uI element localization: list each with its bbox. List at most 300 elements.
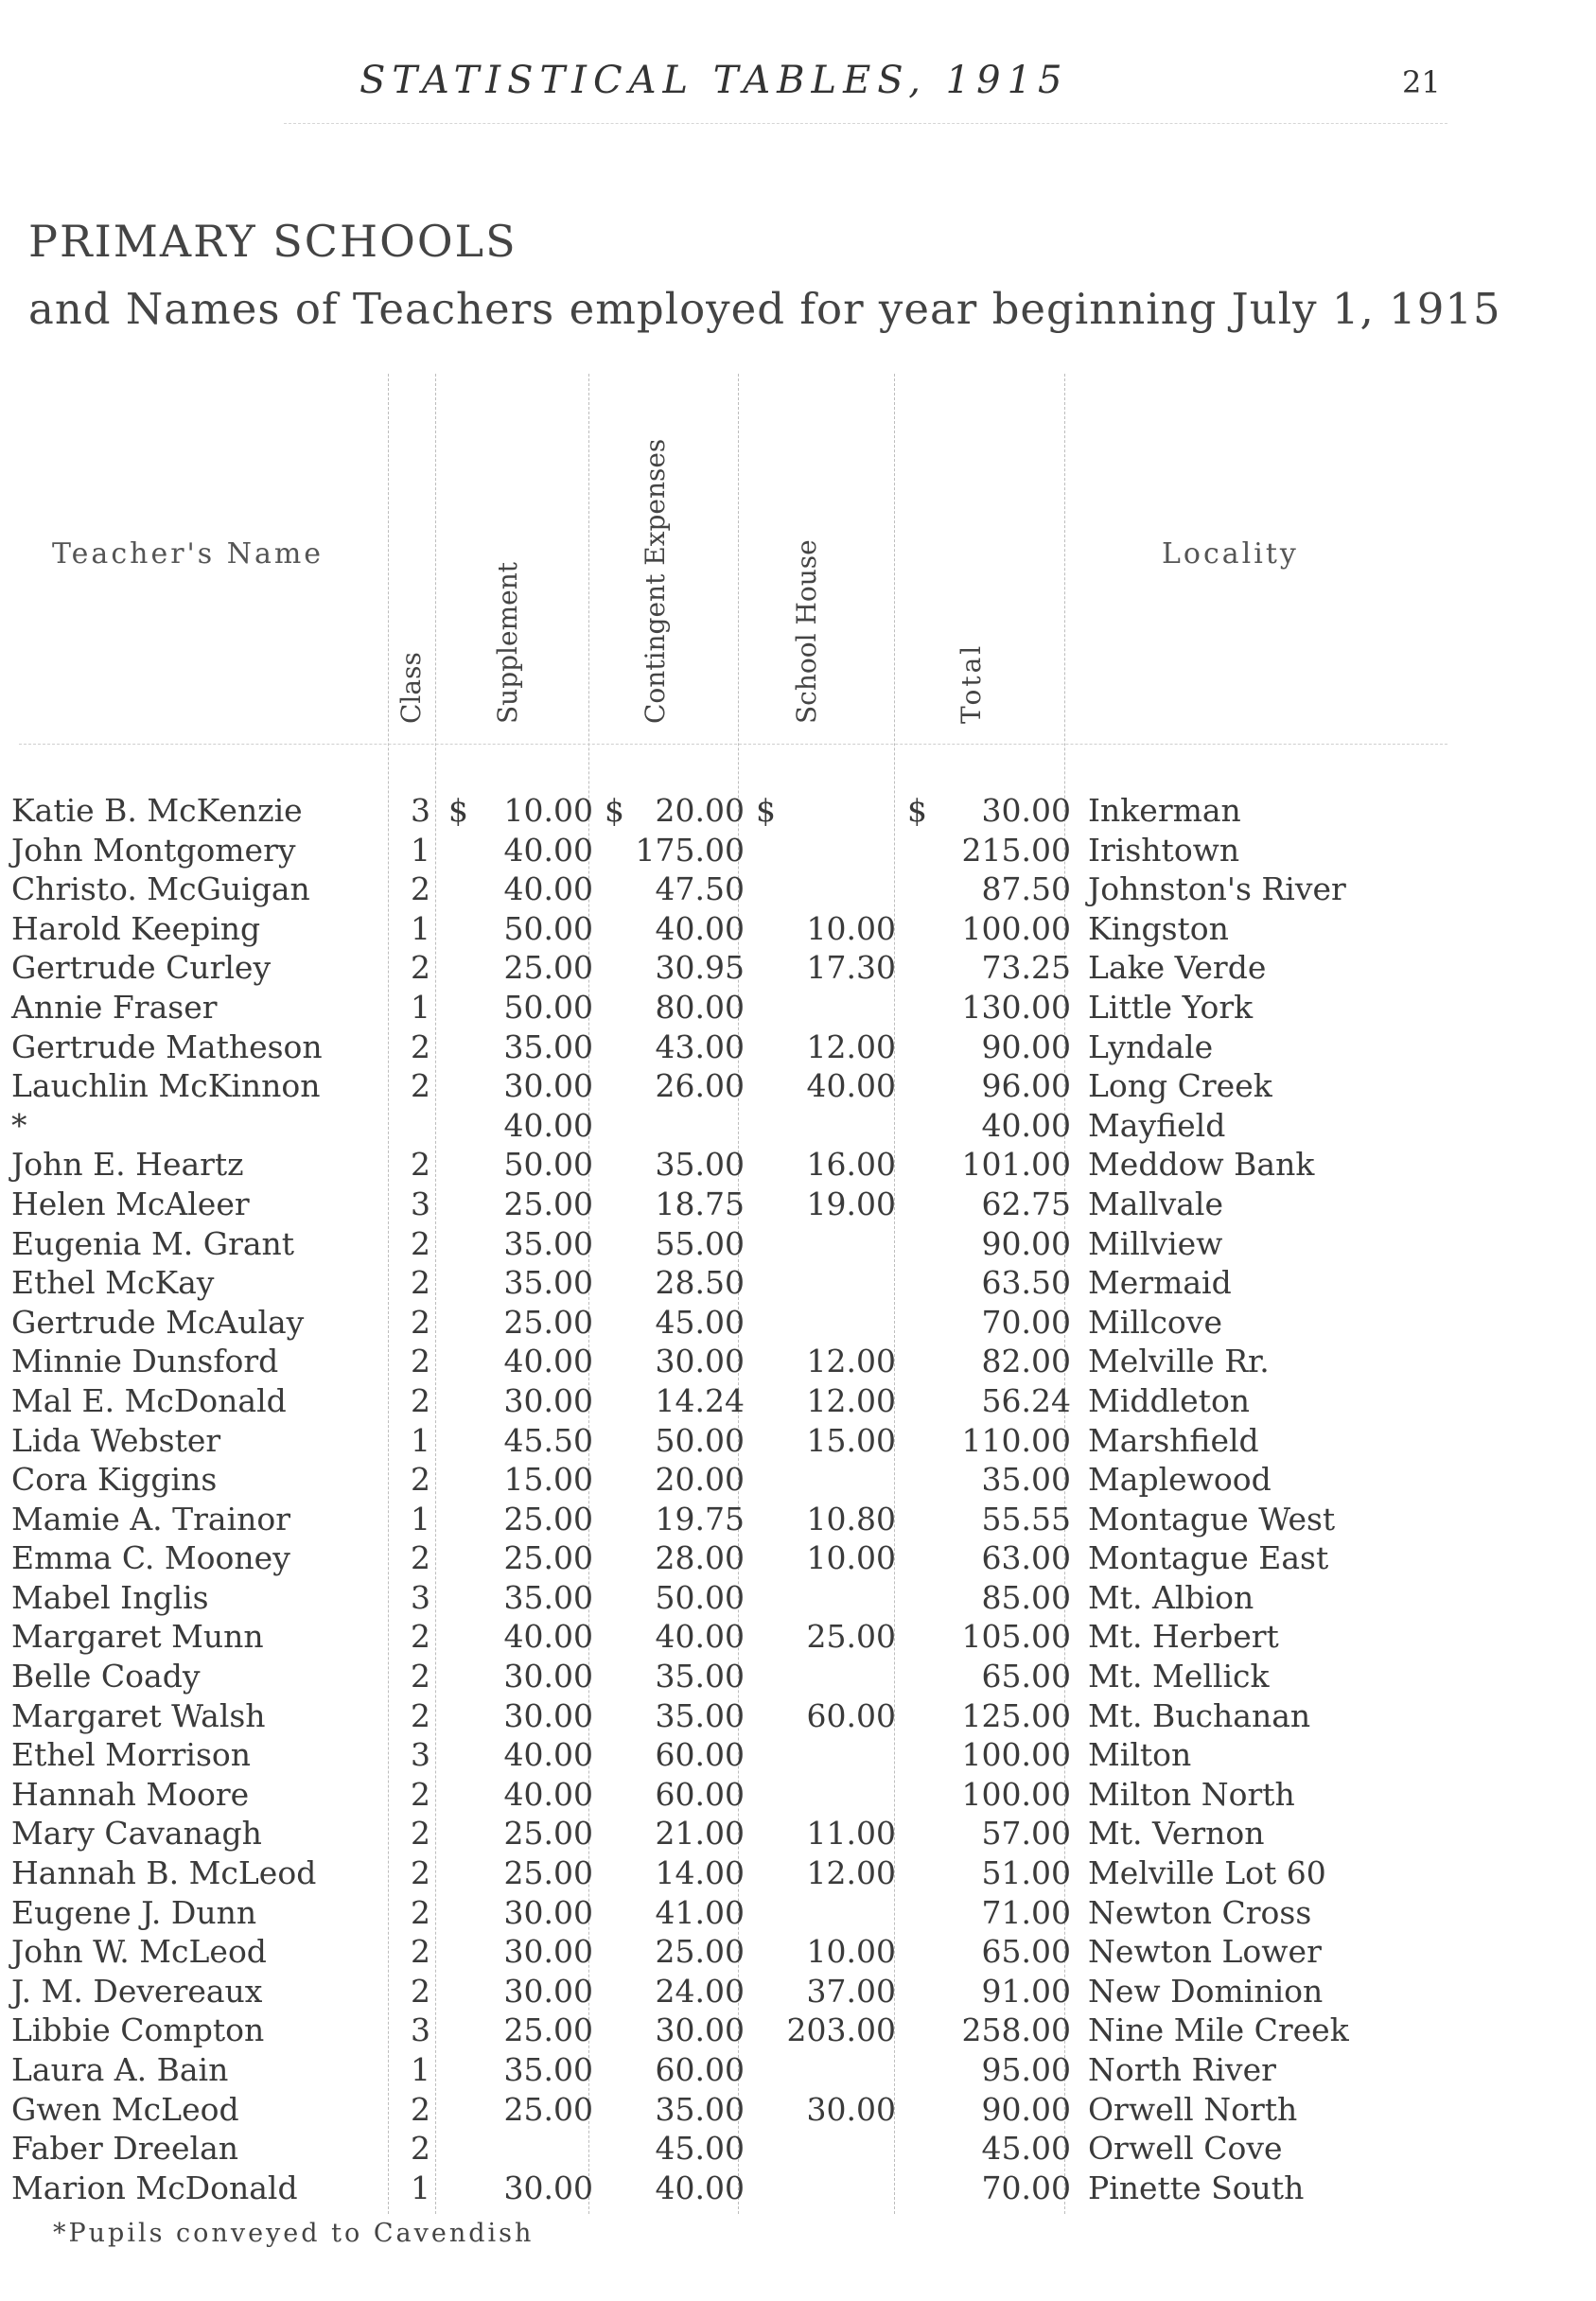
contingent-cell-currency [603, 1145, 605, 1185]
school-house-cell-currency [754, 1185, 756, 1224]
supplement-cell-value: 25.00 [503, 1303, 593, 1341]
supplement-cell-value: 25.00 [503, 1539, 593, 1577]
teacher-name: Gertrude Curley [11, 949, 272, 987]
supplement-cell-currency [447, 1617, 448, 1657]
locality-cell: Mt. Buchanan [1088, 1696, 1311, 1734]
header-total: Total [956, 642, 987, 724]
school-house-cell [754, 2050, 905, 2090]
contingent-cell [603, 1381, 754, 1421]
total-cell-currency [905, 1578, 907, 1618]
total-cell-value: 73.25 [981, 949, 1071, 987]
contingent-cell [603, 1578, 754, 1618]
teacher-name: Minnie Dunsford [11, 1343, 279, 1380]
contingent-cell-value: 35.00 [655, 1146, 745, 1184]
supplement-cell-value: 50.00 [503, 909, 593, 947]
locality-cell: Mayfield [1088, 1106, 1226, 1144]
school-house-cell [754, 1657, 905, 1696]
contingent-cell-currency [603, 1893, 605, 1933]
school-house-cell [754, 1932, 905, 1972]
total-cell-currency [905, 1500, 907, 1539]
school-house-cell [754, 909, 905, 949]
footnote: *Pupils conveyed to Cavendish [53, 2219, 535, 2248]
contingent-cell [603, 1972, 754, 2011]
supplement-cell-value: 45.50 [503, 1421, 593, 1459]
contingent-cell-value: 35.00 [655, 2090, 745, 2128]
total-cell-value: 30.00 [981, 792, 1071, 829]
school-house-cell-value: 12.00 [806, 1343, 896, 1380]
supplement-cell-currency [447, 1185, 448, 1224]
teacher-name: Laura A. Bain [11, 2051, 229, 2088]
table-row [0, 1303, 1495, 1343]
locality-cell: Orwell Cove [1088, 2130, 1283, 2168]
class-cell: 2 [411, 1618, 430, 1656]
supplement-cell-value: 30.00 [503, 1658, 593, 1695]
total-cell-value: 55.55 [981, 1500, 1071, 1537]
locality-cell: Milton North [1088, 1775, 1295, 1813]
school-house-cell [754, 1224, 905, 1264]
total-cell-currency [905, 1028, 907, 1067]
school-house-cell [754, 1303, 905, 1343]
class-cell: 1 [411, 909, 430, 947]
supplement-cell [447, 1853, 603, 1893]
total-cell-currency [905, 1342, 907, 1381]
school-house-cell-currency [754, 1381, 756, 1421]
locality-cell: New Dominion [1088, 1972, 1324, 2010]
supplement-cell [447, 2129, 603, 2169]
class-cell: 3 [411, 1578, 430, 1616]
total-cell [905, 869, 1080, 909]
supplement-cell-currency [447, 1735, 448, 1775]
total-cell [905, 1185, 1080, 1224]
supplement-cell-value: 30.00 [503, 1696, 593, 1734]
school-house-cell [754, 1696, 905, 1736]
contingent-cell-value: 20.00 [655, 1461, 745, 1499]
locality-cell: Long Creek [1088, 1067, 1272, 1105]
contingent-cell [603, 1657, 754, 1696]
total-cell-currency [905, 1775, 907, 1815]
supplement-cell-currency [447, 1106, 448, 1146]
total-cell-currency [905, 1145, 907, 1185]
supplement-cell [447, 1263, 603, 1303]
supplement-cell [447, 1066, 603, 1106]
head-rule [284, 123, 1447, 124]
contingent-cell-currency [603, 1185, 605, 1224]
contingent-cell-currency [603, 2090, 605, 2130]
supplement-cell-value: 30.00 [503, 1972, 593, 2010]
header-rule [19, 744, 1447, 745]
contingent-cell-value: 80.00 [655, 988, 745, 1026]
supplement-cell-currency [447, 1578, 448, 1618]
table-row [0, 1893, 1495, 1933]
total-cell-value: 85.00 [981, 1578, 1071, 1616]
table-row [0, 1028, 1495, 1067]
supplement-cell-currency [447, 831, 448, 870]
teacher-name: John Montgomery [11, 831, 296, 869]
table-row [0, 1578, 1495, 1618]
class-cell: 2 [411, 1893, 430, 1931]
class-cell: 1 [411, 988, 430, 1026]
total-cell [905, 1381, 1080, 1421]
contingent-cell-value: 25.00 [655, 1933, 745, 1971]
total-cell [905, 1342, 1080, 1381]
total-cell-value: 40.00 [981, 1106, 1071, 1144]
locality-cell: Milton [1088, 1736, 1192, 1774]
table-row [0, 1696, 1495, 1736]
total-cell [905, 2169, 1080, 2208]
total-cell [905, 1657, 1080, 1696]
table-row [0, 1066, 1495, 1106]
contingent-cell-value: 19.75 [655, 1500, 745, 1537]
supplement-cell-currency [447, 1303, 448, 1343]
locality-cell: Irishtown [1088, 831, 1240, 869]
total-cell [905, 1735, 1080, 1775]
supplement-cell [447, 1578, 603, 1618]
supplement-cell [447, 1972, 603, 2011]
supplement-cell [447, 869, 603, 909]
contingent-cell [603, 1342, 754, 1381]
school-house-cell-currency [754, 1028, 756, 1067]
supplement-cell [447, 791, 603, 831]
total-cell-value: 51.00 [981, 1854, 1071, 1892]
total-cell-currency [905, 2011, 907, 2050]
locality-cell: Marshfield [1088, 1421, 1259, 1459]
school-house-cell-currency [754, 1145, 756, 1185]
table-row [0, 1381, 1495, 1421]
supplement-cell-currency [447, 1028, 448, 1067]
supplement-cell [447, 2090, 603, 2130]
supplement-cell-currency [447, 1224, 448, 1264]
contingent-cell-value: 30.95 [655, 949, 745, 987]
total-cell-value: 105.00 [961, 1618, 1071, 1656]
supplement-cell-value: 15.00 [503, 1461, 593, 1499]
locality-cell: Millview [1088, 1224, 1223, 1262]
contingent-cell-value: 60.00 [655, 1736, 745, 1774]
total-cell [905, 1578, 1080, 1618]
teacher-name: Marion McDonald [11, 2169, 298, 2206]
total-cell [905, 1538, 1080, 1578]
total-cell-currency [905, 1735, 907, 1775]
school-house-cell [754, 1500, 905, 1539]
contingent-cell-value: 20.00 [655, 792, 745, 829]
teacher-name: Eugene J. Dunn [11, 1893, 257, 1931]
total-cell [905, 1460, 1080, 1500]
locality-cell: Meddow Bank [1088, 1146, 1315, 1184]
locality-cell: Inkerman [1088, 792, 1241, 829]
total-cell-currency [905, 1381, 907, 1421]
total-cell-currency [905, 1224, 907, 1264]
contingent-cell-value: 60.00 [655, 1775, 745, 1813]
school-house-cell-value: 60.00 [806, 1696, 896, 1734]
contingent-cell [603, 2011, 754, 2050]
class-cell: 2 [411, 870, 430, 908]
table-row [0, 791, 1495, 831]
supplement-cell-value: 25.00 [503, 949, 593, 987]
locality-cell: Mt. Albion [1088, 1578, 1254, 1616]
contingent-cell-currency [603, 2011, 605, 2050]
supplement-cell [447, 1224, 603, 1264]
supplement-cell [447, 1421, 603, 1461]
contingent-cell [603, 2090, 754, 2130]
class-cell: 2 [411, 2130, 430, 2168]
contingent-cell-currency [603, 2129, 605, 2169]
supplement-cell [447, 1028, 603, 1067]
school-house-cell-value: 12.00 [806, 1854, 896, 1892]
school-house-cell-currency [754, 1932, 756, 1972]
supplement-cell-currency [447, 1932, 448, 1972]
header-class: Class [395, 652, 427, 724]
total-cell-currency [905, 2129, 907, 2169]
total-cell-value: 70.00 [981, 1303, 1071, 1341]
school-house-cell-value: 40.00 [806, 1067, 896, 1105]
supplement-cell-currency [447, 1657, 448, 1696]
supplement-cell-value: 35.00 [503, 1264, 593, 1302]
contingent-cell [603, 1066, 754, 1106]
supplement-cell [447, 1775, 603, 1815]
school-house-cell-value: 19.00 [806, 1185, 896, 1222]
contingent-cell [603, 1263, 754, 1303]
total-cell-currency [905, 2090, 907, 2130]
school-house-cell [754, 791, 905, 831]
total-cell-value: 56.24 [981, 1381, 1071, 1419]
locality-cell: Melville Rr. [1088, 1343, 1270, 1380]
total-cell-currency [905, 1853, 907, 1893]
locality-cell: Middleton [1088, 1381, 1251, 1419]
table-row [0, 988, 1495, 1028]
supplement-cell-value: 10.00 [503, 792, 593, 829]
school-house-cell-value: 12.00 [806, 1381, 896, 1419]
teacher-name: Mary Cavanagh [11, 1815, 262, 1853]
school-house-cell-currency [754, 1066, 756, 1106]
school-house-cell-currency [754, 1617, 756, 1657]
supplement-cell-value: 35.00 [503, 1578, 593, 1616]
total-cell-currency [905, 1421, 907, 1461]
header-supplement: Supplement [492, 562, 523, 724]
header-contingent-expenses: Contingent Expenses [640, 438, 671, 724]
total-cell-currency [905, 1538, 907, 1578]
class-cell: 2 [411, 2090, 430, 2128]
total-cell-currency [905, 1303, 907, 1343]
contingent-cell-value: 175.00 [635, 831, 745, 869]
teacher-name: John W. McLeod [11, 1933, 267, 1971]
school-house-cell [754, 2169, 905, 2208]
contingent-cell-currency [603, 1538, 605, 1578]
contingent-cell-value: 47.50 [655, 870, 745, 908]
teacher-name: Cora Kiggins [11, 1461, 218, 1499]
contingent-cell-currency [603, 1342, 605, 1381]
page-number: 21 [1402, 64, 1441, 100]
contingent-cell-currency [603, 1735, 605, 1775]
total-cell [905, 1106, 1080, 1146]
contingent-cell-currency [603, 2169, 605, 2208]
class-cell: 2 [411, 1815, 430, 1853]
supplement-cell-value: 40.00 [503, 1736, 593, 1774]
total-cell-currency [905, 1066, 907, 1106]
class-cell: 2 [411, 1303, 430, 1341]
school-house-cell-currency [754, 909, 756, 949]
table-row [0, 831, 1495, 870]
locality-cell: Lyndale [1088, 1028, 1214, 1065]
locality-cell: Mt. Mellick [1088, 1658, 1270, 1695]
table-row [0, 948, 1495, 988]
school-house-cell [754, 1814, 905, 1853]
supplement-cell [447, 2050, 603, 2090]
table-row [0, 869, 1495, 909]
table-row [0, 2169, 1495, 2208]
total-cell [905, 1814, 1080, 1853]
total-cell [905, 1696, 1080, 1736]
total-cell [905, 1066, 1080, 1106]
supplement-cell [447, 1500, 603, 1539]
supplement-cell-currency [447, 2050, 448, 2090]
contingent-cell [603, 1106, 754, 1146]
contingent-cell [603, 1893, 754, 1933]
header-locality: Locality [1162, 537, 1299, 571]
supplement-cell-value: 25.00 [503, 2090, 593, 2128]
total-cell [905, 1500, 1080, 1539]
total-cell-currency [905, 831, 907, 870]
teacher-name: Margaret Munn [11, 1618, 264, 1656]
school-house-cell [754, 1853, 905, 1893]
contingent-cell-currency [603, 2050, 605, 2090]
total-cell [905, 948, 1080, 988]
total-cell [905, 1972, 1080, 2011]
supplement-cell-value: 25.00 [503, 1815, 593, 1853]
total-cell-currency [905, 948, 907, 988]
supplement-cell [447, 831, 603, 870]
supplement-cell [447, 1303, 603, 1343]
supplement-cell-currency [447, 1263, 448, 1303]
table-row [0, 1853, 1495, 1893]
supplement-cell-value: 50.00 [503, 988, 593, 1026]
total-cell-currency [905, 1893, 907, 1933]
total-cell-value: 215.00 [961, 831, 1071, 869]
table-row [0, 2129, 1495, 2169]
class-cell: 2 [411, 1658, 430, 1695]
class-cell: 2 [411, 1775, 430, 1813]
supplement-cell-currency [447, 2011, 448, 2050]
supplement-cell-currency [447, 909, 448, 949]
table-row [0, 1538, 1495, 1578]
contingent-cell [603, 1775, 754, 1815]
table-row [0, 1932, 1495, 1972]
school-house-cell-value: 12.00 [806, 1028, 896, 1065]
class-cell: 2 [411, 1264, 430, 1302]
contingent-cell [603, 1145, 754, 1185]
total-cell-value: 63.50 [981, 1264, 1071, 1302]
contingent-cell-value: 18.75 [655, 1185, 745, 1222]
school-house-cell [754, 2011, 905, 2050]
class-cell: 3 [411, 2011, 430, 2049]
supplement-cell [447, 1381, 603, 1421]
supplement-cell-value: 40.00 [503, 1618, 593, 1656]
teacher-name: Hannah B. McLeod [11, 1854, 317, 1892]
table-row [0, 1735, 1495, 1775]
contingent-cell [603, 1735, 754, 1775]
total-cell-currency [905, 1617, 907, 1657]
school-house-cell [754, 1578, 905, 1618]
locality-cell: Montague East [1088, 1539, 1329, 1577]
supplement-cell-currency [447, 1972, 448, 2011]
supplement-cell-value: 40.00 [503, 1106, 593, 1144]
supplement-cell [447, 1893, 603, 1933]
class-cell: 2 [411, 1224, 430, 1262]
total-cell [905, 1224, 1080, 1264]
contingent-cell [603, 1224, 754, 1264]
locality-cell: Orwell North [1088, 2090, 1298, 2128]
contingent-cell-value: 45.00 [655, 1303, 745, 1341]
total-cell-value: 96.00 [981, 1067, 1071, 1105]
supplement-cell-currency [447, 1421, 448, 1461]
total-cell-value: 101.00 [961, 1146, 1071, 1184]
class-cell: 2 [411, 1933, 430, 1971]
total-cell [905, 1775, 1080, 1815]
contingent-cell-value: 21.00 [655, 1815, 745, 1853]
school-house-cell [754, 1066, 905, 1106]
contingent-cell [603, 1185, 754, 1224]
supplement-cell [447, 1460, 603, 1500]
school-house-cell [754, 2129, 905, 2169]
contingent-cell-value: 40.00 [655, 1618, 745, 1656]
table-row [0, 1500, 1495, 1539]
class-cell [395, 1106, 447, 1146]
teacher-name: * [11, 1106, 27, 1144]
school-house-cell-currency [754, 1972, 756, 2011]
locality-cell: Newton Cross [1088, 1893, 1312, 1931]
page-title: PRIMARY SCHOOLS [28, 216, 517, 267]
contingent-cell [603, 1538, 754, 1578]
contingent-cell-currency [603, 1381, 605, 1421]
total-cell [905, 909, 1080, 949]
supplement-cell-currency [447, 1814, 448, 1853]
teacher-name: John E. Heartz [11, 1146, 244, 1184]
total-cell-value: 62.75 [981, 1185, 1071, 1222]
supplement-cell-value: 30.00 [503, 2169, 593, 2206]
total-cell-currency [905, 1932, 907, 1972]
class-cell: 3 [411, 1736, 430, 1774]
page-subtitle: and Names of Teachers employed for year beginning July 1, 1915 [28, 284, 1501, 334]
supplement-cell-value: 25.00 [503, 1185, 593, 1222]
school-house-cell-currency: $ [756, 792, 776, 829]
contingent-cell-currency [603, 1814, 605, 1853]
school-house-cell-value: 10.80 [806, 1500, 896, 1537]
total-cell-value: 110.00 [961, 1421, 1071, 1459]
total-cell-value: 71.00 [981, 1893, 1071, 1931]
locality-cell: Nine Mile Creek [1088, 2011, 1349, 2049]
table-row [0, 1224, 1495, 1264]
total-cell-value: 130.00 [961, 988, 1071, 1026]
total-cell-value: 258.00 [961, 2011, 1071, 2049]
total-cell-value: 100.00 [961, 909, 1071, 947]
supplement-cell-currency [447, 1342, 448, 1381]
supplement-cell [447, 909, 603, 949]
contingent-cell-value: 50.00 [655, 1421, 745, 1459]
teacher-name: Lida Webster [11, 1421, 221, 1459]
supplement-cell-currency [447, 1853, 448, 1893]
school-house-cell [754, 1775, 905, 1815]
total-cell-currency [905, 2169, 907, 2208]
teacher-name: Christo. McGuigan [11, 870, 310, 908]
school-house-cell-value: 16.00 [806, 1146, 896, 1184]
supplement-cell-value: 30.00 [503, 1933, 593, 1971]
total-cell-value: 45.00 [981, 2130, 1071, 2168]
school-house-cell-currency [754, 1421, 756, 1461]
teacher-name: Emma C. Mooney [11, 1539, 290, 1577]
supplement-cell-value: 40.00 [503, 831, 593, 869]
contingent-cell [603, 1853, 754, 1893]
school-house-cell-currency [754, 1500, 756, 1539]
school-house-cell [754, 1145, 905, 1185]
school-house-cell [754, 1342, 905, 1381]
